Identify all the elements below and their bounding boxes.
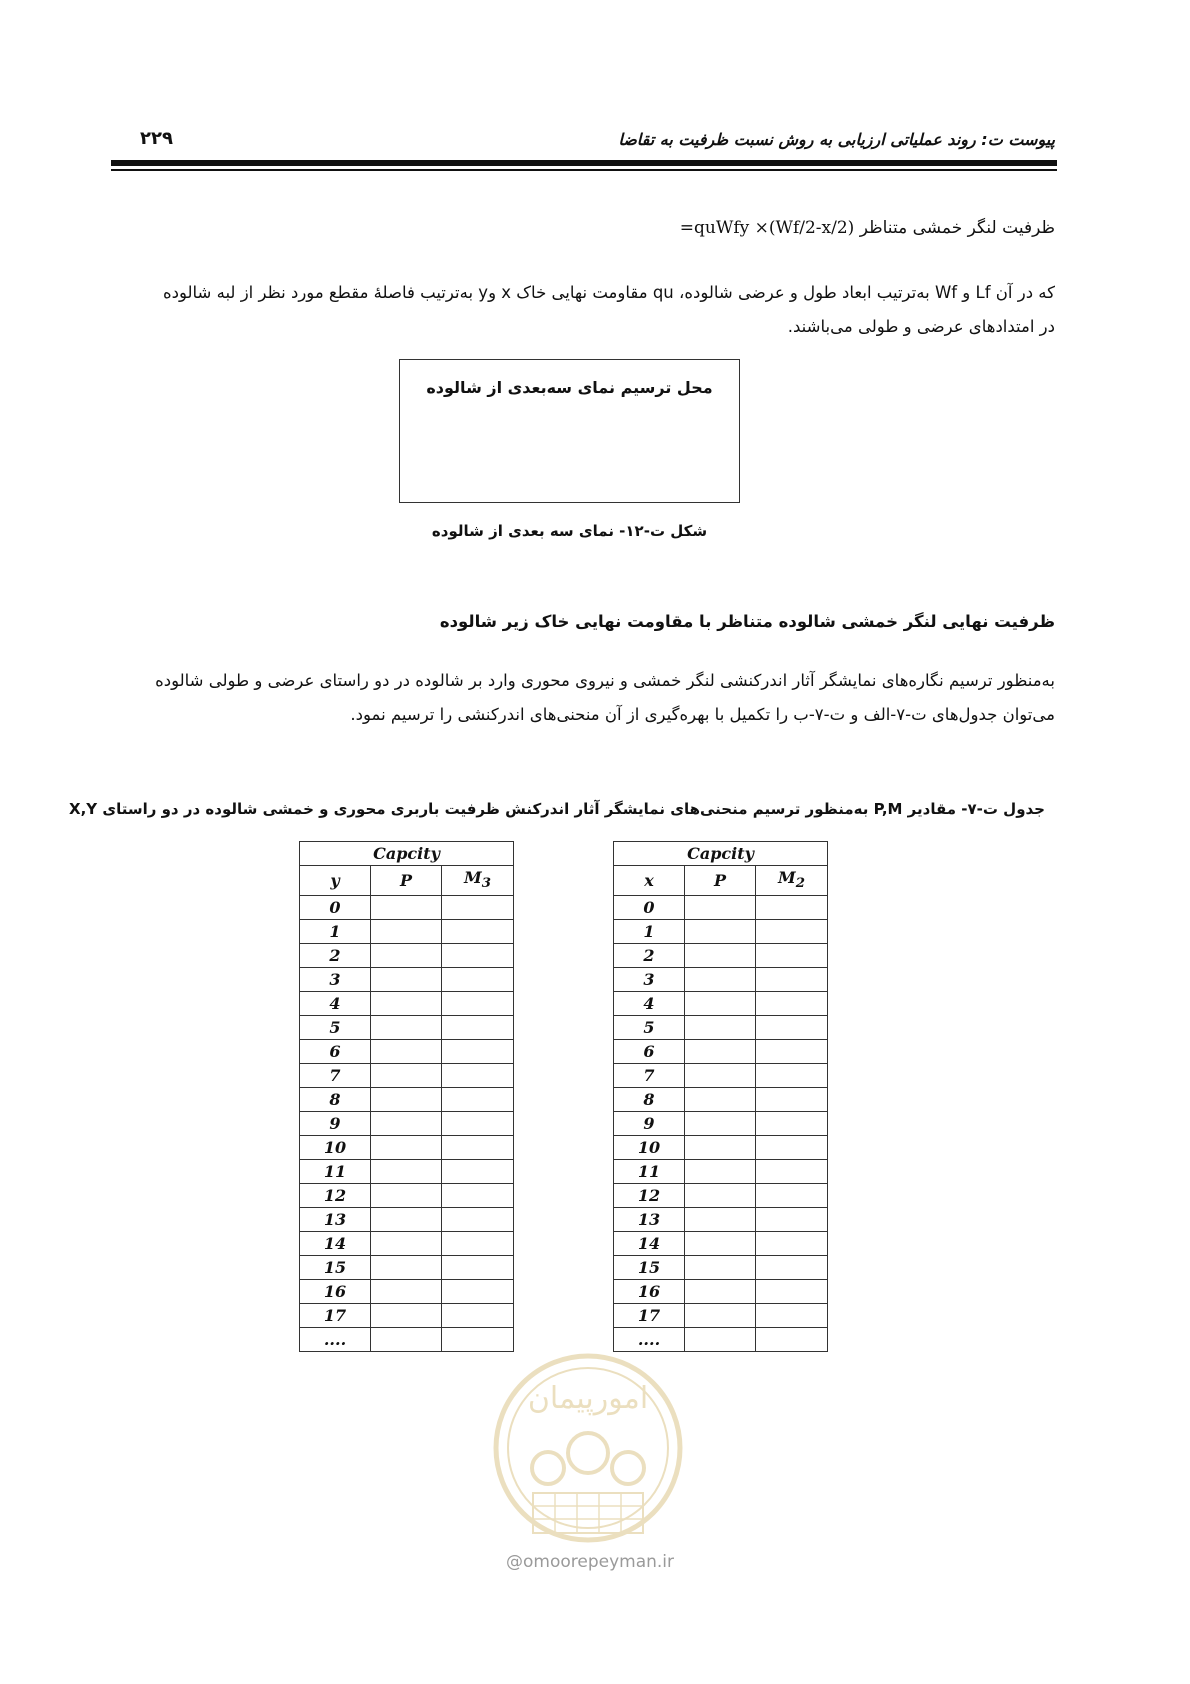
p-value-cell (371, 1184, 442, 1208)
p-value-cell (685, 992, 756, 1016)
p-value-cell (685, 1328, 756, 1352)
m-value-cell (756, 1256, 828, 1280)
p-value-cell (371, 1112, 442, 1136)
row-index-cell: 3 (300, 968, 371, 992)
intro-line-2: در امتدادهای عرضی و طولی می‌باشند. (787, 317, 1055, 336)
p-value-cell (685, 1064, 756, 1088)
p-value-cell (371, 1136, 442, 1160)
table-row (300, 968, 514, 992)
p-value-cell (371, 944, 442, 968)
table-row (614, 1232, 828, 1256)
m-value-cell (442, 968, 514, 992)
p-value-cell (685, 1208, 756, 1232)
table-row (300, 1232, 514, 1256)
row-index-cell: 1 (300, 920, 371, 944)
m-value-cell (756, 944, 828, 968)
intro-paragraph (130, 276, 1055, 344)
m-value-cell (442, 1160, 514, 1184)
formula-expression: =quWfy ×(Wf/2-x/2) (679, 218, 855, 238)
p-value-cell (371, 1256, 442, 1280)
m-value-cell (756, 968, 828, 992)
row-index-cell: 2 (300, 944, 371, 968)
header-rule-thin (111, 169, 1057, 171)
table-row (300, 1184, 514, 1208)
table-row (614, 1040, 828, 1064)
p-value-cell (371, 1208, 442, 1232)
table-row (300, 1040, 514, 1064)
p-value-cell (371, 1328, 442, 1352)
m-value-cell (442, 1088, 514, 1112)
section-paragraph (130, 664, 1055, 732)
m-value-cell (756, 1232, 828, 1256)
p-value-cell (685, 896, 756, 920)
row-index-cell: 16 (300, 1280, 371, 1304)
section-heading: ظرفیت نهایی لنگر خمشی شالوده متناظر با مقاومت نهایی خاک زیر شالوده (439, 612, 1055, 631)
table-row (614, 992, 828, 1016)
p-value-cell (685, 1088, 756, 1112)
page-number: ۲۲۹ (140, 128, 173, 149)
figure-box-label: محل ترسیم نمای سه‌بعدی از شالوده (426, 378, 713, 397)
table-caption: جدول ت-۷- مقادیر P,M به‌منظور ترسیم منحنی‌های نمایشگر آثار اندرکنش ظرفیت باربری محوری و خمشی شالوده در دو راستای X,Y (69, 800, 1045, 818)
table-group-header: Capcity (300, 842, 514, 866)
m-value-cell (756, 1280, 828, 1304)
row-index-cell: 13 (300, 1208, 371, 1232)
row-index-cell: 5 (614, 1016, 685, 1040)
p-value-cell (371, 1304, 442, 1328)
row-index-cell: 6 (614, 1040, 685, 1064)
m-value-cell (442, 896, 514, 920)
m-value-cell (442, 1016, 514, 1040)
row-index-cell: 12 (300, 1184, 371, 1208)
table-row (614, 1280, 828, 1304)
column-header-m2: $M_2$ (756, 866, 828, 896)
p-value-cell (371, 896, 442, 920)
table-row (614, 1064, 828, 1088)
row-index-cell: .... (614, 1328, 685, 1352)
table-row (300, 1016, 514, 1040)
p-value-cell (685, 1160, 756, 1184)
formula-label: ظرفیت لنگر خمشی متناظر (859, 218, 1055, 238)
m-value-cell (756, 1184, 828, 1208)
column-header-x: x (614, 866, 685, 896)
row-index-cell: 7 (300, 1064, 371, 1088)
row-index-cell: 3 (614, 968, 685, 992)
table-row (614, 920, 828, 944)
column-header-y: y (300, 866, 371, 896)
m-value-cell (756, 1160, 828, 1184)
figure-caption: شکل ت-۱۲- نمای سه بعدی از شالوده (431, 522, 708, 540)
intro-line-1: که در آن Lf و Wf به‌ترتیب ابعاد طول و عرضی شالوده، qu مقاومت نهایی خاک x وy به‌ترتیب فاصلهٔ مقطع مورد نظر از لبه شالوده (162, 283, 1055, 302)
table-row (300, 1064, 514, 1088)
p-value-cell (371, 1016, 442, 1040)
column-header-p: P (371, 866, 442, 896)
table-row (300, 992, 514, 1016)
m-value-cell (756, 920, 828, 944)
row-index-cell: 16 (614, 1280, 685, 1304)
m-value-cell (756, 1064, 828, 1088)
row-index-cell: 9 (300, 1112, 371, 1136)
p-value-cell (371, 920, 442, 944)
p-value-cell (371, 1064, 442, 1088)
m-value-cell (442, 1304, 514, 1328)
table-row (300, 896, 514, 920)
svg-text:امورپیمان: امورپیمان (527, 1381, 649, 1416)
m-value-cell (442, 1208, 514, 1232)
table-row (300, 1208, 514, 1232)
table-group-header: Capcity (614, 842, 828, 866)
row-index-cell: 10 (614, 1136, 685, 1160)
m-value-cell (442, 1040, 514, 1064)
row-index-cell: 11 (300, 1160, 371, 1184)
m-value-cell (756, 1328, 828, 1352)
p-value-cell (685, 1232, 756, 1256)
section-line-1: به‌منظور ترسیم نگاره‌های نمایشگر آثار اندرکنشی لنگر خمشی و نیروی محوری وارد بر شالوده در دو راستای عرضی و طولی شالوده (155, 671, 1055, 690)
header-rule-thick (111, 160, 1057, 166)
row-index-cell: 7 (614, 1064, 685, 1088)
row-index-cell: 4 (614, 992, 685, 1016)
p-value-cell (371, 1280, 442, 1304)
p-value-cell (371, 968, 442, 992)
m-value-cell (442, 1064, 514, 1088)
row-index-cell: 17 (614, 1304, 685, 1328)
table-row (300, 1328, 514, 1352)
table-row (300, 1088, 514, 1112)
table-row (300, 1256, 514, 1280)
table-row (614, 944, 828, 968)
table-row (300, 920, 514, 944)
row-index-cell: 17 (300, 1304, 371, 1328)
p-value-cell (371, 1088, 442, 1112)
table-row (614, 1304, 828, 1328)
capacity-table-x (613, 841, 828, 1352)
column-header-m3: $M_3$ (442, 866, 514, 896)
table-row (614, 1088, 828, 1112)
row-index-cell: .... (300, 1328, 371, 1352)
m-value-cell (756, 1016, 828, 1040)
p-value-cell (371, 1232, 442, 1256)
m-value-cell (756, 1040, 828, 1064)
m-value-cell (756, 1304, 828, 1328)
row-index-cell: 14 (614, 1232, 685, 1256)
row-index-cell: 10 (300, 1136, 371, 1160)
row-index-cell: 1 (614, 920, 685, 944)
p-value-cell (685, 1040, 756, 1064)
table-row (614, 1256, 828, 1280)
table-row (300, 1112, 514, 1136)
m-value-cell (442, 1184, 514, 1208)
p-value-cell (371, 1160, 442, 1184)
p-value-cell (685, 944, 756, 968)
m-value-cell (442, 1136, 514, 1160)
table-row (300, 1160, 514, 1184)
m-value-cell (442, 1112, 514, 1136)
p-value-cell (685, 1304, 756, 1328)
row-index-cell: 4 (300, 992, 371, 1016)
m-value-cell (442, 992, 514, 1016)
row-index-cell: 8 (614, 1088, 685, 1112)
table-row (300, 1304, 514, 1328)
row-index-cell: 2 (614, 944, 685, 968)
row-index-cell: 0 (614, 896, 685, 920)
table-row (300, 1136, 514, 1160)
row-index-cell: 0 (300, 896, 371, 920)
m-value-cell (442, 944, 514, 968)
row-index-cell: 12 (614, 1184, 685, 1208)
p-value-cell (685, 1280, 756, 1304)
row-index-cell: 15 (300, 1256, 371, 1280)
table-row (614, 968, 828, 992)
table-row (614, 1016, 828, 1040)
figure-placeholder-box (399, 359, 740, 503)
table-row (614, 1136, 828, 1160)
row-index-cell: 5 (300, 1016, 371, 1040)
m-value-cell (756, 1208, 828, 1232)
row-index-cell: 8 (300, 1088, 371, 1112)
p-value-cell (685, 920, 756, 944)
table-row (614, 896, 828, 920)
table-row (614, 1184, 828, 1208)
p-value-cell (685, 1256, 756, 1280)
row-index-cell: 13 (614, 1208, 685, 1232)
p-value-cell (371, 1040, 442, 1064)
row-index-cell: 14 (300, 1232, 371, 1256)
watermark-url: @omoorepeyman.ir (505, 1552, 675, 1572)
table-row (300, 944, 514, 968)
moment-capacity-formula (680, 218, 1055, 238)
table-row (614, 1112, 828, 1136)
m-value-cell (442, 920, 514, 944)
capacity-table-y (299, 841, 514, 1352)
running-header-title: پیوست ت: روند عملیاتی ارزیابی به روش نسبت ظرفیت به تقاضا (618, 130, 1055, 149)
m-value-cell (756, 896, 828, 920)
m-value-cell (756, 1112, 828, 1136)
m-value-cell (442, 1232, 514, 1256)
row-index-cell: 15 (614, 1256, 685, 1280)
watermark-seal-logo (488, 1338, 688, 1578)
m-value-cell (756, 1088, 828, 1112)
p-value-cell (685, 1136, 756, 1160)
p-value-cell (685, 1184, 756, 1208)
column-header-p: P (685, 866, 756, 896)
table-row (614, 1160, 828, 1184)
m-value-cell (756, 1136, 828, 1160)
table-row (614, 1208, 828, 1232)
row-index-cell: 9 (614, 1112, 685, 1136)
m-value-cell (442, 1280, 514, 1304)
section-line-2: می‌توان جدول‌های ت-۷-الف و ت-۷-ب را تکمیل با بهره‌گیری از آن منحنی‌های اندرکنشی را ترسیم نمود. (350, 705, 1055, 724)
m-value-cell (442, 1256, 514, 1280)
p-value-cell (685, 968, 756, 992)
p-value-cell (685, 1016, 756, 1040)
m-value-cell (756, 992, 828, 1016)
p-value-cell (685, 1112, 756, 1136)
table-row (300, 1280, 514, 1304)
p-value-cell (371, 992, 442, 1016)
row-index-cell: 11 (614, 1160, 685, 1184)
row-index-cell: 6 (300, 1040, 371, 1064)
